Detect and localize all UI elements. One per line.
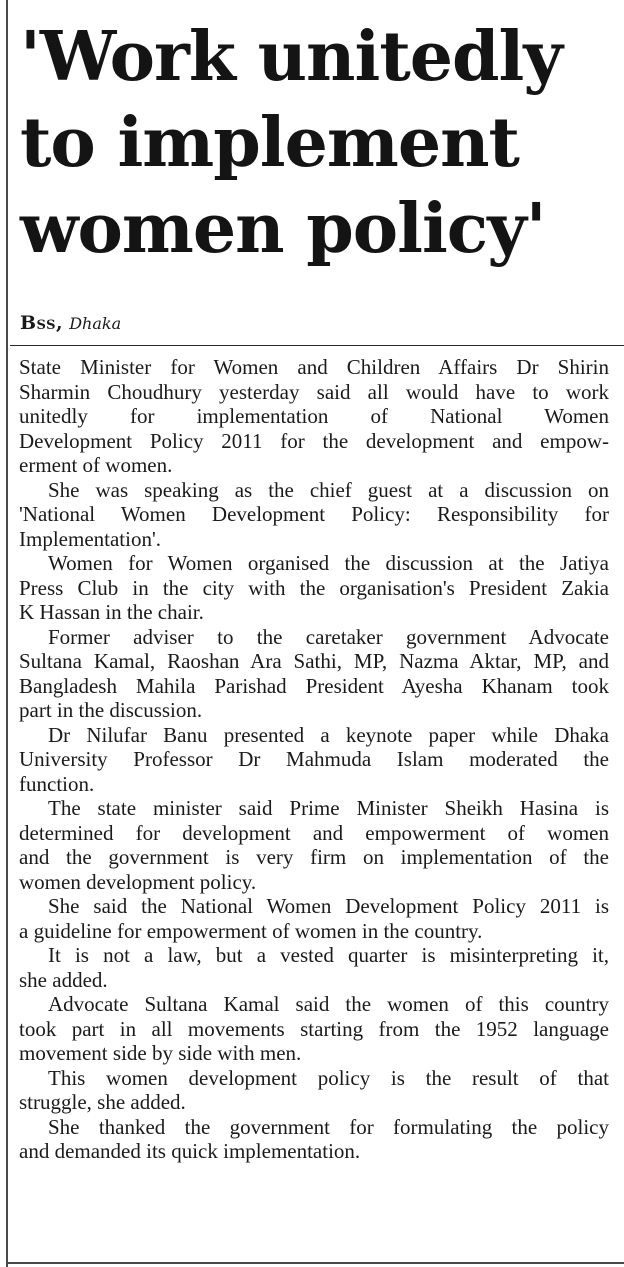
paragraph-line: Development Policy 2011 for the development and empow- xyxy=(19,428,609,453)
column-rule-left xyxy=(6,0,8,1267)
paragraph-first-line: It is not a law, but a vested quarter is misinterpreting it, xyxy=(48,943,609,967)
paragraph-line: determined for development and empowerment of women xyxy=(19,820,609,845)
paragraph-line: women development policy. xyxy=(19,869,257,894)
paragraph-first-line: Women for Women organised the discussion at the Jatiya xyxy=(48,551,609,575)
paragraph-line: a guideline for empowerment of women in the country. xyxy=(19,918,483,943)
paragraph-line: function. xyxy=(19,771,95,796)
paragraph-line: took part in all movements starting from the 1952 language xyxy=(19,1016,609,1041)
article-body xyxy=(19,355,609,1164)
paragraph-line: and the government is very firm on implementation of the xyxy=(19,845,609,869)
column-rule-bottom xyxy=(6,1262,624,1264)
paragraph-line: Press Club in the city with the organisation's President Zakia xyxy=(19,575,609,600)
headline-line: to implement xyxy=(20,103,519,183)
paragraph-line: K Hassan in the chair. xyxy=(19,600,204,624)
byline-divider xyxy=(10,345,624,346)
paragraph-line: and demanded its quick implementation. xyxy=(19,1139,361,1163)
paragraph-line: Sharmin Choudhury yesterday said all would have to work xyxy=(19,379,609,404)
paragraph-line: she added. xyxy=(19,967,108,992)
paragraph-first-line: Dr Nilufar Banu presented a keynote paper while Dhaka xyxy=(48,722,609,747)
paragraph-line: Bangladesh Mahila Parishad President Ayesha Khanam took xyxy=(19,673,609,698)
paragraph-line: erment of women. xyxy=(19,453,173,477)
byline-place: Dhaka xyxy=(69,314,122,333)
paragraph-first-line: Former adviser to the caretaker government Advocate xyxy=(48,624,609,649)
paragraph-line: unitedly for implementation of National Women xyxy=(19,404,609,428)
paragraph-line: part in the discussion. xyxy=(19,698,203,722)
paragraph-first-line: She thanked the government for formulating the policy xyxy=(48,1114,609,1139)
byline xyxy=(20,312,121,334)
paragraph-first-line: She was speaking as the chief guest at a discussion on xyxy=(48,477,609,502)
byline-agency: Bss, xyxy=(20,312,64,334)
paragraph-line: struggle, she added. xyxy=(19,1090,186,1114)
paragraph-first-line: This women development policy is the result of that xyxy=(48,1065,609,1090)
headline-line: 'Work unitedly xyxy=(20,17,562,97)
paragraph-line: Sultana Kamal, Raoshan Ara Sathi, MP, Nazma Aktar, MP, and xyxy=(19,649,609,673)
headline-line: women policy' xyxy=(20,189,546,269)
paragraph-first-line: She said the National Women Development Policy 2011 is xyxy=(48,894,609,918)
paragraph-line: movement side by side with men. xyxy=(19,1041,302,1065)
paragraph-line: University Professor Dr Mahmuda Islam moderated the xyxy=(19,747,609,771)
paragraph-line: Implementation'. xyxy=(19,526,161,551)
paragraph-line: 'National Women Development Policy: Responsibility for xyxy=(19,502,609,526)
headline xyxy=(20,14,620,272)
paragraph-first-line: Advocate Sultana Kamal said the women of this country xyxy=(48,992,609,1016)
paragraph-first-line: The state minister said Prime Minister Sheikh Hasina is xyxy=(48,796,609,820)
paragraph-first-line: State Minister for Women and Children Affairs Dr Shirin xyxy=(19,355,609,379)
